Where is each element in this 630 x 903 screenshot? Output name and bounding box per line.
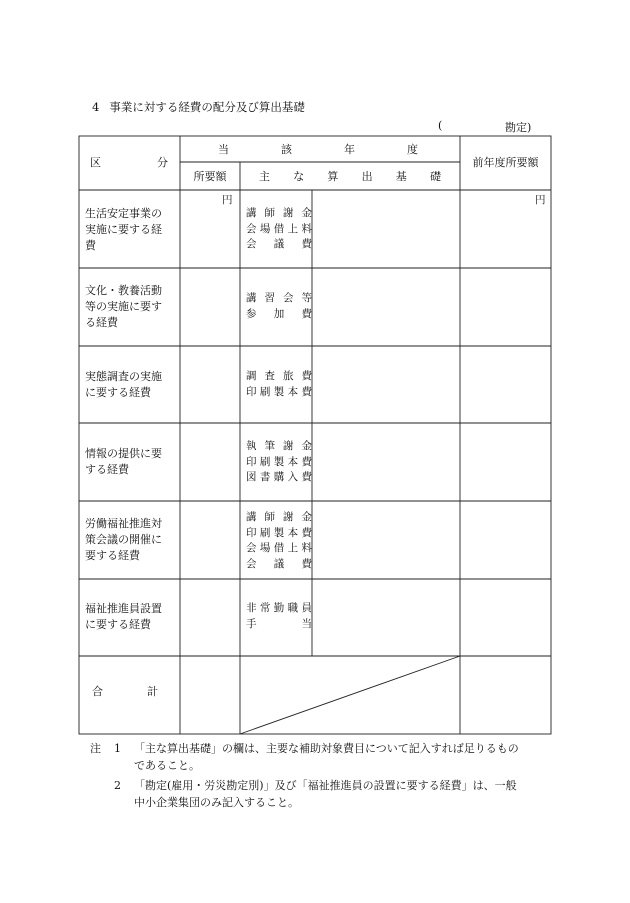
note-label: 注 — [90, 742, 101, 755]
notes — [90, 740, 560, 811]
previous-year-unit: 円 — [535, 194, 546, 206]
row-category: 福祉推進員設置 に要する経費 — [85, 602, 162, 631]
expense-item: 印 刷 製 本 費 — [246, 526, 312, 539]
section-title-text: 事業に対する経費の配分及び算出基礎 — [109, 100, 305, 114]
expense-item: 印 刷 製 本 費 — [246, 455, 312, 468]
note-number: 2 — [114, 779, 121, 792]
expense-item: 印 刷 製 本 費 — [246, 385, 312, 398]
note-item: 注 1 「主な算出基礎」の欄は、主要な補助対象費目について記入すれば足りるもの であること。 — [90, 742, 519, 772]
required-amount-header: 所要額 — [193, 170, 227, 183]
section-number: 4 — [92, 100, 100, 114]
main-basis-header: 主 な 算 出 基 礎 — [259, 170, 441, 183]
row-items — [246, 369, 312, 400]
account-close-label: 勘定) — [505, 121, 532, 134]
expense-item: 講 師 謝 金 — [246, 511, 312, 523]
account-open-paren: ( — [438, 119, 443, 132]
expense-item: 非 常 勤 職 員 — [246, 602, 312, 614]
row-category: 実態調査の実施 に要する経費 — [85, 370, 162, 399]
expense-item: 会 議 費 — [246, 557, 312, 570]
row-items — [246, 291, 312, 322]
row-category: 情報の提供に要 する経費 — [85, 447, 162, 476]
category-header: 区 分 — [90, 156, 168, 169]
required-amount-unit: 円 — [222, 194, 233, 206]
row-category: 文化・教養活動 等の実施に要す る経費 — [85, 284, 162, 329]
expense-item: 参 加 費 — [246, 307, 312, 320]
row-items — [246, 510, 312, 572]
current-year-header: 当 該 年 度 — [218, 143, 418, 156]
expense-item: 調 査 旅 費 — [246, 370, 312, 382]
total-diagonal — [240, 656, 460, 734]
expense-item: 図 書 購 入 費 — [246, 471, 312, 483]
expense-item: 会 場 借 上 料 — [246, 542, 312, 554]
note-number: 1 — [114, 742, 121, 755]
total-label: 合 計 — [92, 685, 158, 698]
expense-item: 手 当 — [246, 617, 312, 630]
expense-item: 執 筆 謝 金 — [246, 440, 312, 452]
row-items — [246, 601, 312, 632]
previous-year-header: 前年度所要額 — [472, 156, 539, 169]
note-item: 2 「勘定(雇用・労災勘定別)」及び「福祉推進員の設置に要する経費」は、一般 中小企業集団のみ記入すること。 — [114, 779, 517, 809]
expense-item: 会 場 借 上 料 — [246, 222, 312, 235]
expense-item: 会 議 費 — [246, 238, 312, 250]
expense-item: 講 師 謝 金 — [246, 207, 312, 219]
row-items — [246, 206, 312, 253]
expense-item: 講 習 会 等 — [246, 292, 312, 304]
row-category: 生活安定事業の 実施に要する経 費 — [85, 207, 162, 252]
row-items — [246, 439, 312, 486]
row-category: 労働福祉推進対 策会議の開催に 要する経費 — [85, 517, 162, 562]
